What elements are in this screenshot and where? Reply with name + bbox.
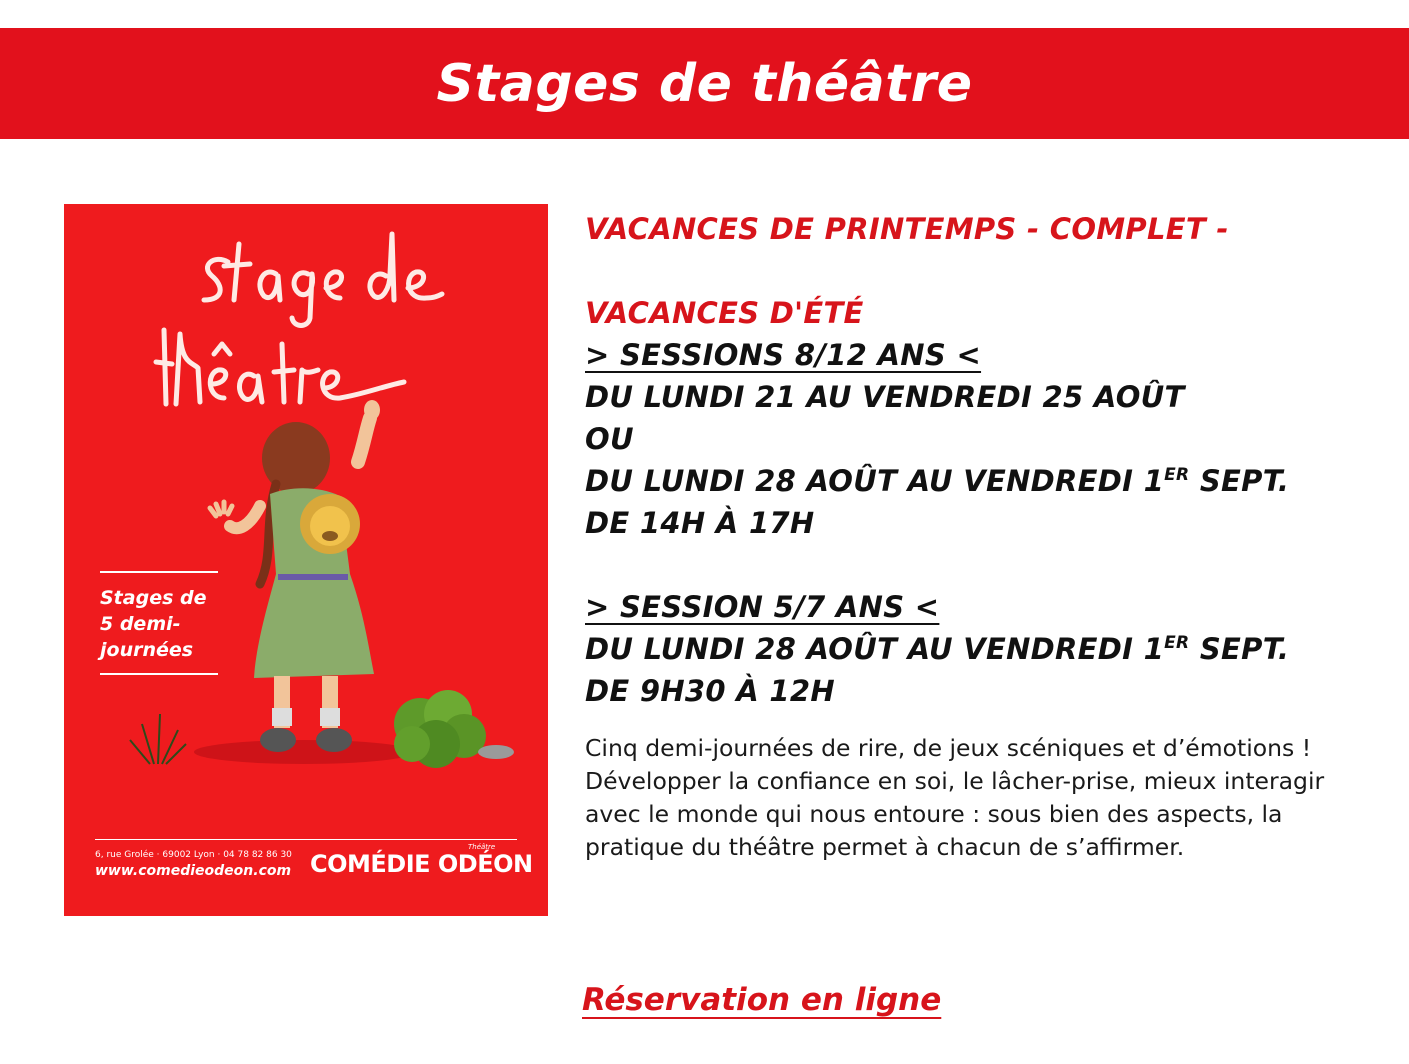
date-sup: ER	[1164, 465, 1190, 485]
session-8-12-date1: DU LUNDI 21 AU VENDREDI 25 AOÛT	[585, 380, 1185, 414]
session-8-12-or: OU	[585, 422, 634, 456]
info-column	[585, 208, 1385, 864]
description: Cinq demi-journées de rire, de jeux scéniques et d’émotions ! Développer la confiance en soi, le lâcher-prise, mieux interagir avec le monde qui nous entoure : sous bien des aspects, la pratique du théâtre permet à chacun de s’affirmer.	[585, 734, 1325, 861]
header-banner	[0, 28, 1409, 139]
session-5-7-date	[585, 628, 1385, 670]
date-sup: ER	[1164, 633, 1190, 653]
reservation-link[interactable]: Réservation en ligne	[582, 982, 942, 1018]
poster-address: 6, rue Grolée · 69002 Lyon · 04 78 82 86 30	[95, 850, 292, 860]
session-8-12-title: > SESSIONS 8/12 ANS <	[585, 338, 982, 372]
poster-brand-small: Théâtre	[468, 843, 496, 851]
poster-divider-line	[95, 839, 517, 840]
poster-illustration	[64, 204, 548, 916]
poster-badge-line: 5 demi-	[100, 613, 181, 635]
poster-badge	[100, 571, 218, 675]
session-8-12-heading	[585, 334, 1385, 376]
date-text: DU LUNDI 28 AOÛT AU VENDREDI 1	[585, 464, 1165, 498]
poster-url: www.comedieodeon.com	[95, 863, 292, 879]
session-8-12-date2	[585, 460, 1385, 502]
summer-heading: VACANCES D'ÉTÉ	[585, 296, 864, 330]
date-text: DU LUNDI 28 AOÛT AU VENDREDI 1	[585, 632, 1165, 666]
session-5-7-heading	[585, 586, 1385, 628]
poster-brand: COMÉDIE ODÉON	[310, 850, 533, 878]
date-text: SEPT.	[1189, 632, 1290, 666]
poster-badge-line: journées	[100, 639, 194, 661]
poster-badge-line: Stages de	[100, 587, 207, 609]
session-5-7-hours: DE 9H30 À 12H	[585, 674, 835, 708]
date-text: SEPT.	[1189, 464, 1290, 498]
spring-status: VACANCES DE PRINTEMPS - COMPLET -	[585, 212, 1229, 246]
session-5-7-title: > SESSION 5/7 ANS <	[585, 590, 940, 624]
page-title: Stages de théâtre	[436, 53, 973, 114]
poster-image	[64, 204, 548, 916]
session-8-12-hours: DE 14H À 17H	[585, 506, 815, 540]
